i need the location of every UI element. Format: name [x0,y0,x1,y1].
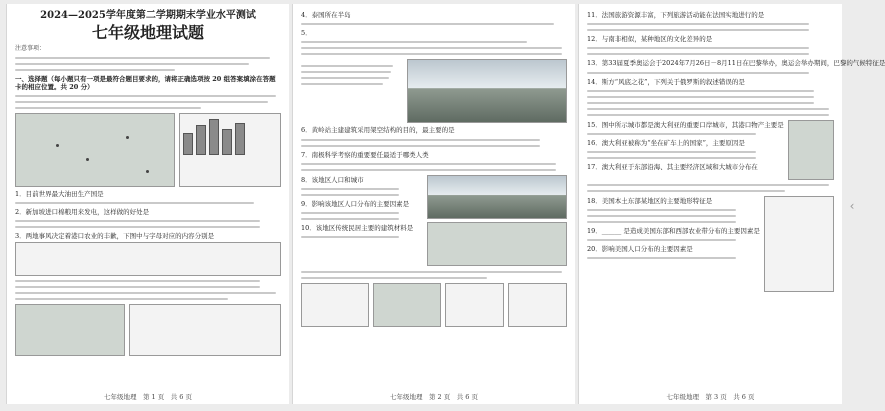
subject-title: 七年级地理试题 [91,23,204,42]
antarctic-station-photo [407,59,567,123]
question-16-options [587,151,784,159]
question-18-options [587,209,760,223]
question-12: 12．与南非相似，某种地区的文化差异的是 [587,35,713,44]
question-9: 9．影响该地区人口分布的主要因素是 [301,200,410,209]
passage-antarctica [301,47,567,55]
question-1-options [15,202,281,204]
question-3-options [15,280,281,300]
usa-map [764,196,834,292]
question-20: 20．影响美国人口分布的主要因素是 [587,245,693,254]
question-11-options [587,23,834,31]
question-12-options [587,47,834,55]
page-3-footer: 七年级地理 第 3 页 共 6 页 [666,393,755,401]
climate-chart-a [445,283,504,327]
question-6-options [301,139,567,147]
question-13-options [587,72,834,74]
chevron-left-icon[interactable]: ‹ [849,199,855,213]
exam-page-2 [292,4,575,404]
southeast-asia-map [15,113,175,187]
france-map [301,283,369,327]
question-7-options [301,163,567,171]
question-14: 14．斯方“风底之花”，下列关于俄罗斯的叙述错误的是 [587,77,745,86]
question-18: 18．美国本土东部某地区的主要地形特征是 [587,196,713,205]
question-2: 2．新加坡进口棉粮用来发电，这样做的好处是 [15,207,150,216]
question-5: 5． [301,29,312,38]
question-6: 6．黄岭站主建建筑采用架空结构的目的，最主要的是 [301,126,455,135]
climate-bar-figure [179,113,281,187]
question-19: 19．______ 是造成美国东部和西部农业带分布的主要因素是 [587,227,760,236]
question-2-options [15,220,281,228]
notice-text [15,57,281,71]
question-15: 15．图中所示城市都是澳大利亚的重要口岸城市，其港口物产主要是 [587,120,784,129]
question-1: 1．目前世界最大油田生产国是 [15,189,104,198]
question-5-options [301,41,567,43]
question-10: 10．该地区传统民居主要的建筑材料是 [301,224,414,233]
question-7: 7．南极科学考察的重要要任最适于哪类人类 [301,150,429,159]
france-relief-map [373,283,441,327]
thailand-map [15,304,125,356]
passage-australia [587,108,834,116]
section-1-heading: 一、选择题（每小题只有一项是最符合题目要求的，请将正确选项按 20 组答案填涂在答题卡的相应位置。共 20 分） [15,74,276,91]
passage-france [301,271,567,279]
question-8-options [301,188,423,196]
question-15-options [587,133,784,135]
exam-page-3 [578,4,885,404]
passage-intro [15,95,281,109]
exam-title: 2024—2025学年度第二学期期末学业水平测试 [40,10,256,21]
question-4-options [301,23,567,25]
question-14-options [587,90,834,104]
australia-map [788,120,834,180]
dwelling-photo [427,175,567,219]
passage-text [301,61,403,121]
climate-chart-b [508,283,567,327]
question-13: 13．第33届夏季奥运会于2024年7月26日－8月11日在巴黎举办，奥运会举办期间，巴黎的气候特征是 [587,59,885,68]
question-8: 8．该地区人口和城市 [301,175,364,184]
flow-diagram [15,242,281,276]
exam-page-1 [6,4,289,404]
question-10-options [301,236,423,238]
question-16: 16．澳大利亚被称为“坐在矿车上的国家”，主要原因是 [587,139,745,148]
region-map [427,222,567,266]
page-1-footer: 七年级地理 第 1 页 共 6 页 [103,393,193,401]
notice-label: 注意事项： [15,45,46,52]
climate-chart [129,304,281,356]
question-3: 3．两地事风决定着港口农业的丰歉，下图中与字母对应的内容分别是 [15,231,215,240]
question-9-options [301,212,423,220]
question-20-options [587,257,760,259]
question-19-options [587,239,760,241]
question-4: 4．泰国所在半岛 [301,11,351,19]
passage-usa [587,184,834,192]
question-11: 11．法国旅游资源丰富，下列旅游活动能在法国实地进行的是 [587,11,765,19]
page-2-footer: 七年级地理 第 2 页 共 6 页 [389,393,479,401]
question-17: 17．澳大利亚于东部沿海、其主要经济区域和大城市分布在 [587,163,758,172]
